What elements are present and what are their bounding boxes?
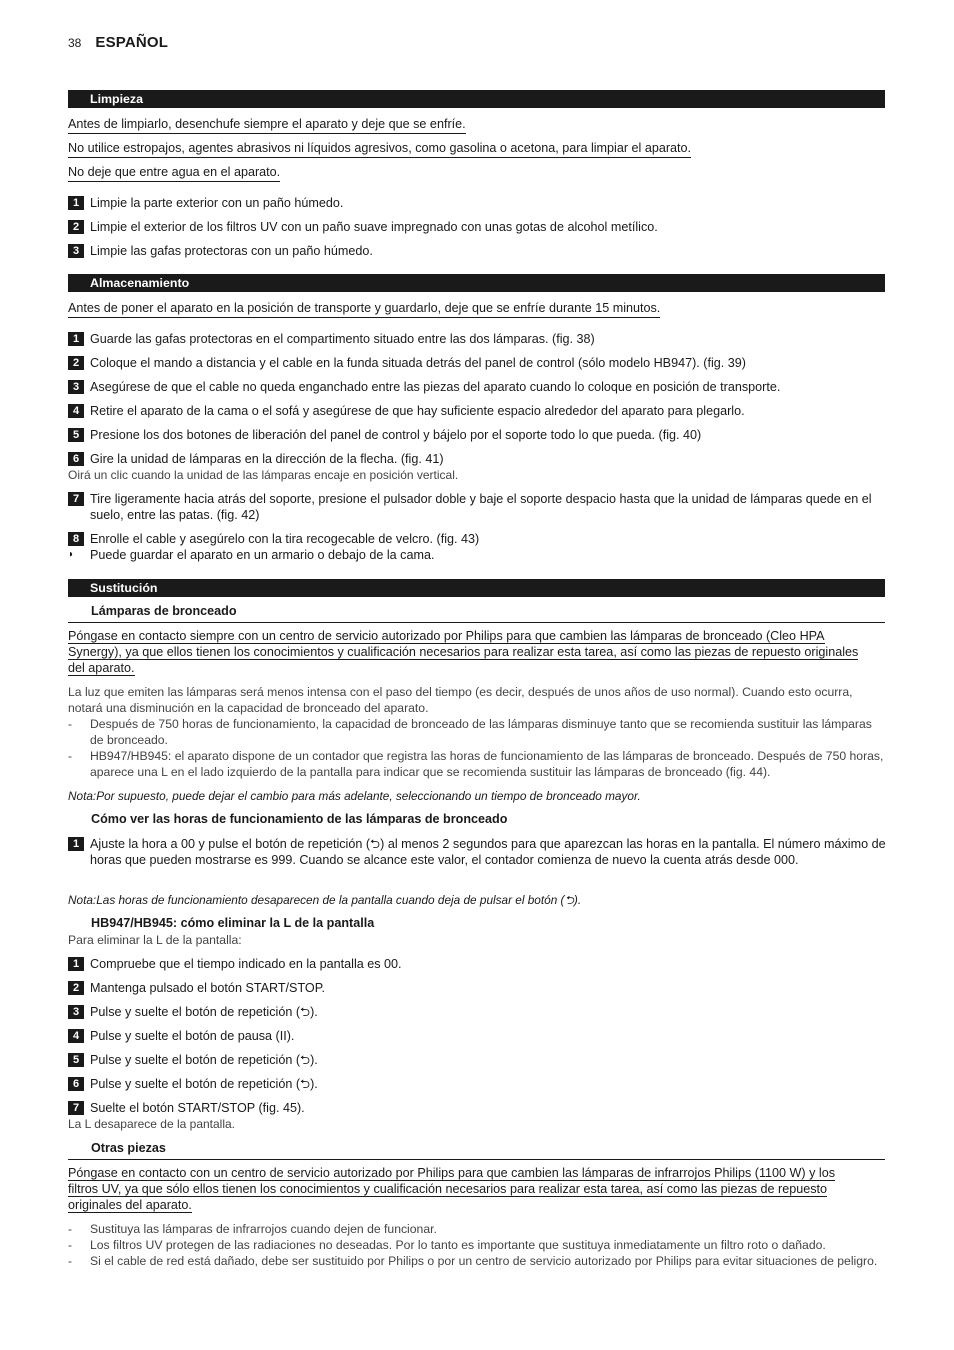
step-result: Oirá un clic cuando la unidad de las lámparas encaje en posición vertical. <box>68 468 459 482</box>
bullet-item: - Si el cable de red está dañado, debe ser sustituido por Philips o por un centro de servicio autorizado por Philips para evitar situaciones de peligro. <box>68 1254 878 1268</box>
warning-line: Antes de limpiarlo, desenchufe siempre el aparato y deje que se enfríe. <box>68 116 466 132</box>
step-text: Pulse y suelte el botón de repetición (⮌). <box>90 1005 318 1019</box>
step-item <box>68 219 888 235</box>
intro-text: Para eliminar la L de la pantalla: <box>68 933 242 947</box>
step-text: Pulse y suelte el botón de repetición (⮌). <box>90 1077 318 1091</box>
step-item <box>68 956 888 972</box>
step-text: Mantenga pulsado el botón START/STOP. <box>90 981 325 995</box>
section-title: Sustitución <box>90 581 158 595</box>
section-title: Limpieza <box>90 92 144 106</box>
step-item <box>68 491 888 523</box>
step-text: Gire la unidad de lámparas en la dirección de la flecha. (fig. 41) <box>90 452 444 466</box>
bullet-item: - Después de 750 horas de funcionamiento, la capacidad de bronceado de las lámparas disminuye tanto que se recomienda sustituir las lámparas de bronceado. <box>68 717 872 747</box>
step-item <box>68 403 888 419</box>
step-number: 5 <box>68 428 84 442</box>
step-item <box>68 836 888 868</box>
step-number: 1 <box>68 837 84 851</box>
warning-line: del aparato. <box>68 661 135 675</box>
step-item <box>68 451 888 483</box>
step-item <box>68 195 888 211</box>
warning-line: originales del aparato. <box>68 1198 192 1212</box>
warning-block <box>68 1165 885 1215</box>
step-number: 6 <box>68 1077 84 1091</box>
warning-line: filtros UV, ya que sólo ellos tienen los conocimientos y cualificación necesarios para realizar esta tarea, así como las piezas de repuesto <box>68 1182 828 1196</box>
step-item <box>68 1100 888 1132</box>
step-item <box>68 243 888 259</box>
bullet-item: - Sustituya las lámparas de infrarrojos cuando dejen de funcionar. <box>68 1222 437 1236</box>
step-result: La L desaparece de la pantalla. <box>68 1117 236 1131</box>
step-text: Pulse y suelte el botón de repetición (⮌). <box>90 1053 318 1067</box>
step-text: Limpie la parte exterior con un paño húmedo. <box>90 196 344 210</box>
step-number: 2 <box>68 981 84 995</box>
step-text: Presione los dos botones de liberación del panel de control y bájelo por el soporte todo lo que pueda. (fig. 40) <box>90 428 702 442</box>
page-number: 38 <box>68 36 82 50</box>
subheading: Otras piezas <box>91 1141 166 1155</box>
warning-line: Antes de poner el aparato en la posición de transporte y guardarlo, deje que se enfríe durante 15 minutos. <box>68 300 660 316</box>
step-number: 2 <box>68 356 84 370</box>
bullet-item: - Los filtros UV protegen de las radiaciones no deseadas. Por lo tanto es importante que sustituya inmediatamente un filtro roto o dañado. <box>68 1238 826 1252</box>
step-text: Ajuste la hora a 00 y pulse el botón de repetición (⮌) al menos 2 segundos para que aparezcan las horas en la pantalla. El número máximo de horas que pueden mostrarse es 999. Cuando se alcance este valor, el contador comienza de nuevo la cuenta atrás desde 000. <box>90 837 886 867</box>
step-text: Pulse y suelte el botón de pausa (II). <box>90 1029 295 1043</box>
step-number: 1 <box>68 957 84 971</box>
step-number: 3 <box>68 244 84 258</box>
section-bar-almacenamiento <box>68 274 885 292</box>
step-item <box>68 379 888 395</box>
warning-line: Synergy), ya que ellos tienen los conocimientos y cualificación necesarios para realizar esta tarea, así como las piezas de repuesto originales <box>68 645 859 659</box>
step-number: 1 <box>68 196 84 210</box>
step-number: 6 <box>68 452 84 466</box>
section-bar-sustitucion <box>68 579 885 597</box>
step-item <box>68 1052 888 1068</box>
section-bar-limpieza <box>68 90 885 108</box>
step-text: Asegúrese de que el cable no queda enganchado entre las piezas del aparato cuando lo coloque en posición de transporte. <box>90 380 781 394</box>
warning-block <box>68 628 885 678</box>
note: Nota:Por supuesto, puede dejar el cambio para más adelante, seleccionando un tiempo de bronceado mayor. <box>68 789 641 803</box>
subheading: HB947/HB945: cómo eliminar la L de la pantalla <box>91 916 375 930</box>
divider <box>68 1159 885 1160</box>
step-text: Retire el aparato de la cama o el sofá y asegúrese de que hay suficiente espacio alrededor del aparato para plegarlo. <box>90 404 745 418</box>
step-number: 7 <box>68 492 84 506</box>
step-number: 4 <box>68 1029 84 1043</box>
language-title: ESPAÑOL <box>95 34 169 51</box>
divider <box>68 622 885 623</box>
step-item <box>68 531 888 547</box>
warning-line: No deje que entre agua en el aparato. <box>68 164 280 180</box>
step-number: 4 <box>68 404 84 418</box>
bullet-item: - HB947/HB945: el aparato dispone de un contador que registra las horas de funcionamiento de las lámparas de bronceado. Después de 750 horas, aparece una L en el lado izquierdo de la pantalla para indicar que se recomienda sustituir las lámparas de bronceado (fig. 44). <box>68 749 884 779</box>
step-text: Enrolle el cable y asegúrelo con la tira recogecable de velcro. (fig. 43) <box>90 532 480 546</box>
step-item <box>68 1028 888 1044</box>
subheading: Lámparas de bronceado <box>91 604 237 618</box>
body-paragraph: La luz que emiten las lámparas será menos intensa con el paso del tiempo (es decir, después de unos años de uso normal). Cuando esto ocurra, notará una disminución en la capacidad de bronceado del aparato. <box>68 685 853 715</box>
step-text: Guarde las gafas protectoras en el compartimento situado entre las dos lámparas. (fig. 38) <box>90 332 595 346</box>
step-number: 5 <box>68 1053 84 1067</box>
result-text: Puede guardar el aparato en un armario o debajo de la cama. <box>90 548 435 562</box>
result-arrow-icon: ◗ <box>68 549 75 560</box>
section-title: Almacenamiento <box>90 276 190 290</box>
step-text: Coloque el mando a distancia y el cable en la funda situada detrás del panel de control (sólo modelo HB947). (fig. 39) <box>90 356 746 370</box>
step-number: 3 <box>68 1005 84 1019</box>
step-number: 7 <box>68 1101 84 1115</box>
step-text: Limpie las gafas protectoras con un paño húmedo. <box>90 244 373 258</box>
note: Nota:Las horas de funcionamiento desaparecen de la pantalla cuando deja de pulsar el botón (⮌). <box>68 893 582 907</box>
step-number: 8 <box>68 532 84 546</box>
step-number: 2 <box>68 220 84 234</box>
warning-line: Póngase en contacto siempre con un centro de servicio autorizado por Philips para que cambien las lámparas de bronceado (Cleo HPA <box>68 629 825 643</box>
step-text: Limpie el exterior de los filtros UV con un paño suave impregnado con unas gotas de alcohol metílico. <box>90 220 658 234</box>
warning-line: Póngase en contacto con un centro de servicio autorizado por Philips para que cambien las lámparas de infrarrojos Philips (1100 W) y los <box>68 1166 835 1180</box>
step-item <box>68 1004 888 1020</box>
step-text: Compruebe que el tiempo indicado en la pantalla es 00. <box>90 957 402 971</box>
step-item <box>68 427 888 443</box>
step-number: 1 <box>68 332 84 346</box>
subheading: Cómo ver las horas de funcionamiento de las lámparas de bronceado <box>91 812 508 826</box>
step-number: 3 <box>68 380 84 394</box>
step-item <box>68 980 888 996</box>
step-item <box>68 1076 888 1092</box>
warning-line: No utilice estropajos, agentes abrasivos ni líquidos agresivos, como gasolina o acetona, para limpiar el aparato. <box>68 140 691 156</box>
step-text: Suelte el botón START/STOP (fig. 45). <box>90 1101 305 1115</box>
step-item <box>68 331 888 347</box>
step-item <box>68 355 888 371</box>
step-text: Tire ligeramente hacia atrás del soporte, presione el pulsador doble y baje el soporte despacio hasta que la unidad de lámparas quede en el suelo, entre las patas. (fig. 42) <box>90 492 872 522</box>
page-header <box>68 34 168 51</box>
